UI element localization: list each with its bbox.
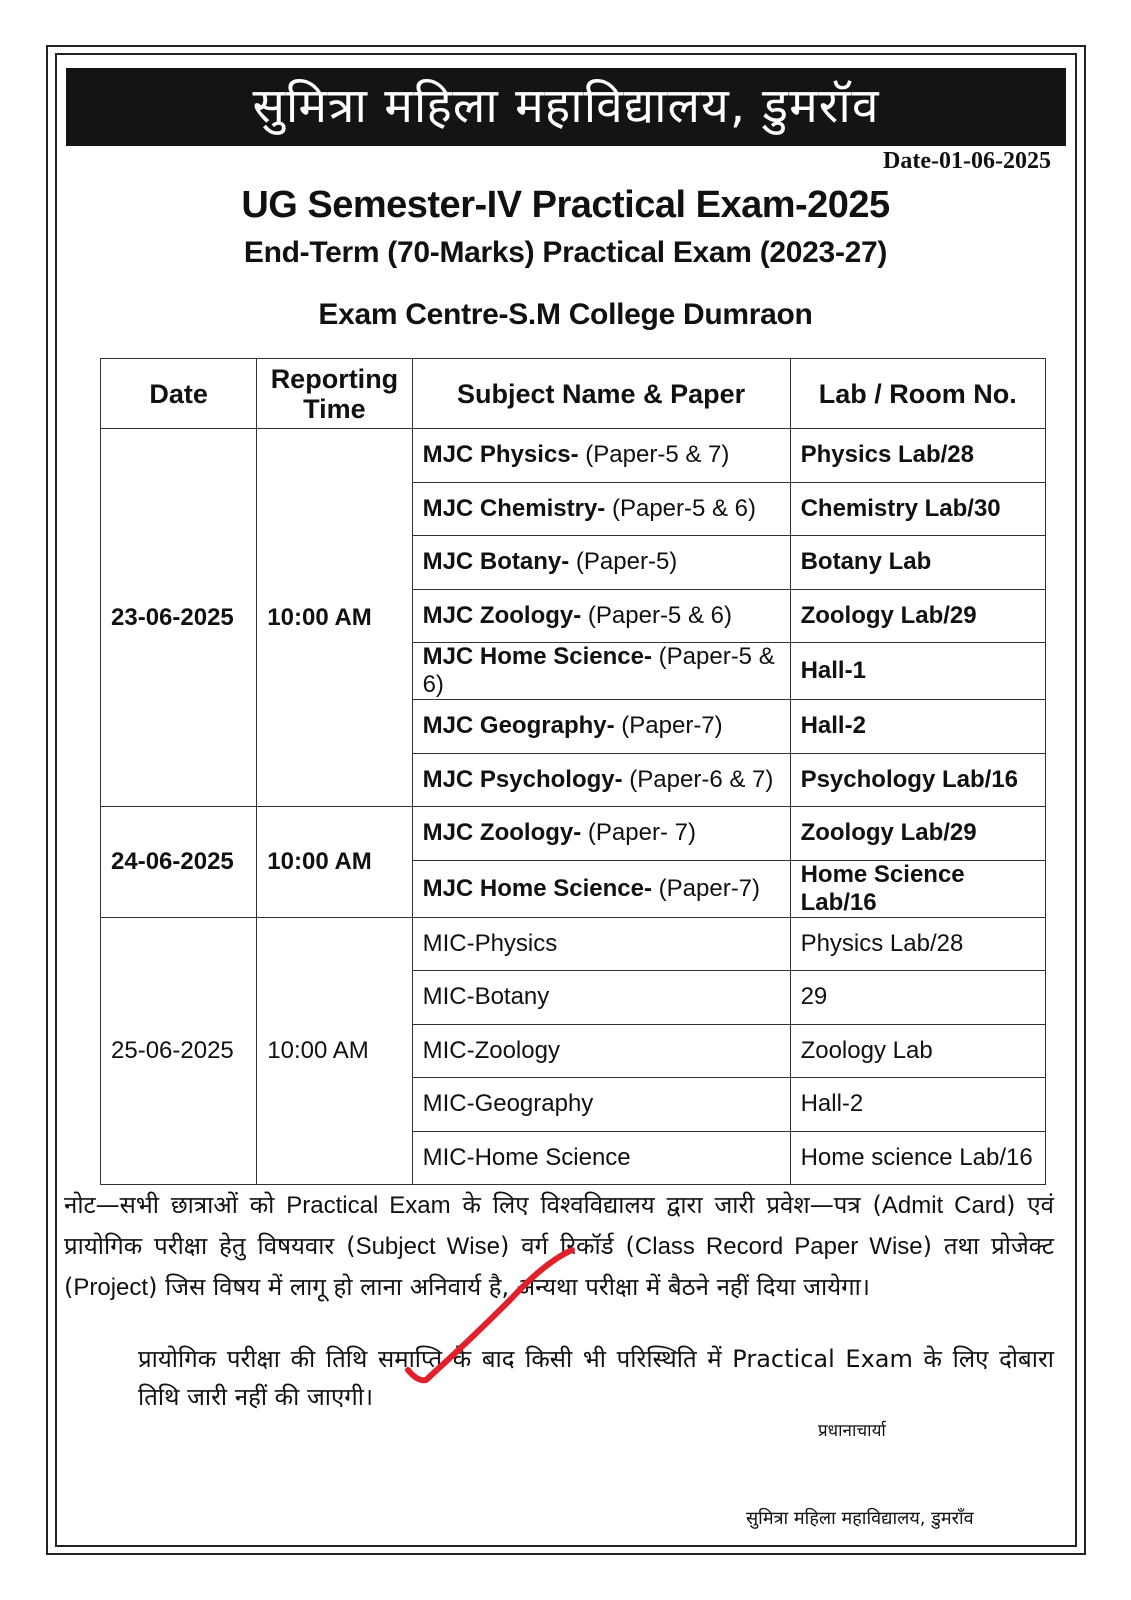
- subject-paper: (Paper-5 & 6): [581, 601, 732, 629]
- subject-name: MJC Zoology-: [422, 601, 582, 629]
- subject-paper: (Paper-6 & 7): [622, 765, 774, 793]
- subject-paper: (Paper-5 & 6): [422, 643, 775, 698]
- lab-room-cell: Zoology Lab: [790, 1024, 1045, 1078]
- lab-room-cell: Physics Lab/28: [790, 429, 1045, 483]
- lab-room-cell: Hall-2: [790, 700, 1045, 754]
- subject-name: MJC Psychology-: [422, 765, 623, 793]
- subject-paper: (Paper-5 & 6): [605, 494, 757, 522]
- subject-name: MIC-Geography: [422, 1090, 594, 1118]
- principal-signature: प्रधानाचार्या: [818, 1421, 886, 1441]
- lab-room-cell: Psychology Lab/16: [790, 753, 1045, 807]
- subject-paper: (Paper- 7): [581, 819, 696, 847]
- subject-paper: (Paper-5): [569, 548, 678, 576]
- lab-room-cell: Zoology Lab/29: [790, 589, 1045, 643]
- lab-room-cell: Chemistry Lab/30: [790, 482, 1045, 536]
- subject-name: MIC-Botany: [422, 983, 550, 1011]
- lab-room-cell: 29: [790, 971, 1045, 1025]
- tick-stroke: [408, 1250, 572, 1380]
- page-title: UG Semester-IV Practical Exam-2025: [241, 184, 890, 226]
- header-subject: Subject Name & Paper: [412, 359, 790, 429]
- header-reporting-time: Reporting Time: [257, 359, 412, 429]
- lab-room-cell: Home science Lab/16: [790, 1131, 1045, 1185]
- subject-name: MIC-Home Science: [422, 1143, 631, 1171]
- lab-room-cell: Hall-2: [790, 1078, 1045, 1132]
- reporting-time-cell: 10:00 AM: [257, 917, 412, 1185]
- college-footer: सुमित्रा महिला महाविद्यालय, डुमराँव: [746, 1508, 974, 1529]
- subject-paper: (Paper-7): [614, 712, 723, 740]
- page-subtitle: End-Term (70-Marks) Practical Exam (2023-27): [243, 236, 888, 269]
- exam-date-cell: 23-06-2025: [101, 429, 257, 807]
- lab-room-cell: Physics Lab/28: [790, 917, 1045, 971]
- subject-paper: (Paper-7): [651, 874, 761, 902]
- subject-name: MIC-Physics: [422, 929, 558, 957]
- reporting-time-cell: 10:00 AM: [257, 807, 412, 918]
- note-text: नोट—सभी छात्राओं को Practical Exam के लिए विश्वविद्यालय द्वारा जारी प्रवेश—पत्र (Admit Card) एवं प्रायोगिक परीक्षा हेतु विषयवार (Subject Wise) वर्ग रिकॉर्ड (Class Record Paper Wise) तथा प्रोजेक्ट (Project) जिस विषय में लागू हो लाना अनिवार्य है, अन्यथा परीक्षा में बैठने नहीं दिया जायेगा।: [64, 1191, 1055, 1301]
- subject-name: MJC Physics-: [422, 441, 579, 469]
- subject-name: MJC Geography-: [422, 712, 615, 740]
- exam-date-cell: 25-06-2025: [101, 917, 257, 1185]
- exam-date-cell: 24-06-2025: [101, 807, 257, 918]
- subject-paper: (Paper-5 & 7): [578, 441, 730, 469]
- college-name: सुमित्रा महिला महाविद्यालय, डुमरॉव: [252, 78, 880, 134]
- subject-name: MJC Chemistry-: [422, 494, 606, 522]
- subject-name: MJC Home Science-: [422, 874, 652, 902]
- lab-room-cell: Home Science Lab/16: [790, 860, 1045, 917]
- subject-name: MJC Botany-: [422, 548, 570, 576]
- subject-name: MJC Home Science-: [422, 643, 652, 670]
- exam-centre: Exam Centre-S.M College Dumraon: [318, 298, 813, 331]
- lab-room-cell: Hall-1: [790, 643, 1045, 700]
- header-date: Date: [101, 359, 257, 429]
- notice-date: Date-01-06-2025: [883, 148, 1051, 174]
- subject-name: MJC Zoology-: [422, 819, 582, 847]
- reporting-time-cell: 10:00 AM: [257, 429, 412, 807]
- lab-room-cell: Zoology Lab/29: [790, 807, 1045, 861]
- header-lab: Lab / Room No.: [790, 359, 1045, 429]
- note-second-paragraph: प्रायोगिक परीक्षा की तिथि समाप्ति के बाद किसी भी परिस्थिति में Practical Exam के लिए दोबारा तिथि जारी नहीं की जाएगी।: [138, 1345, 1054, 1411]
- subject-name: MIC-Zoology: [422, 1036, 560, 1064]
- lab-room-cell: Botany Lab: [790, 536, 1045, 590]
